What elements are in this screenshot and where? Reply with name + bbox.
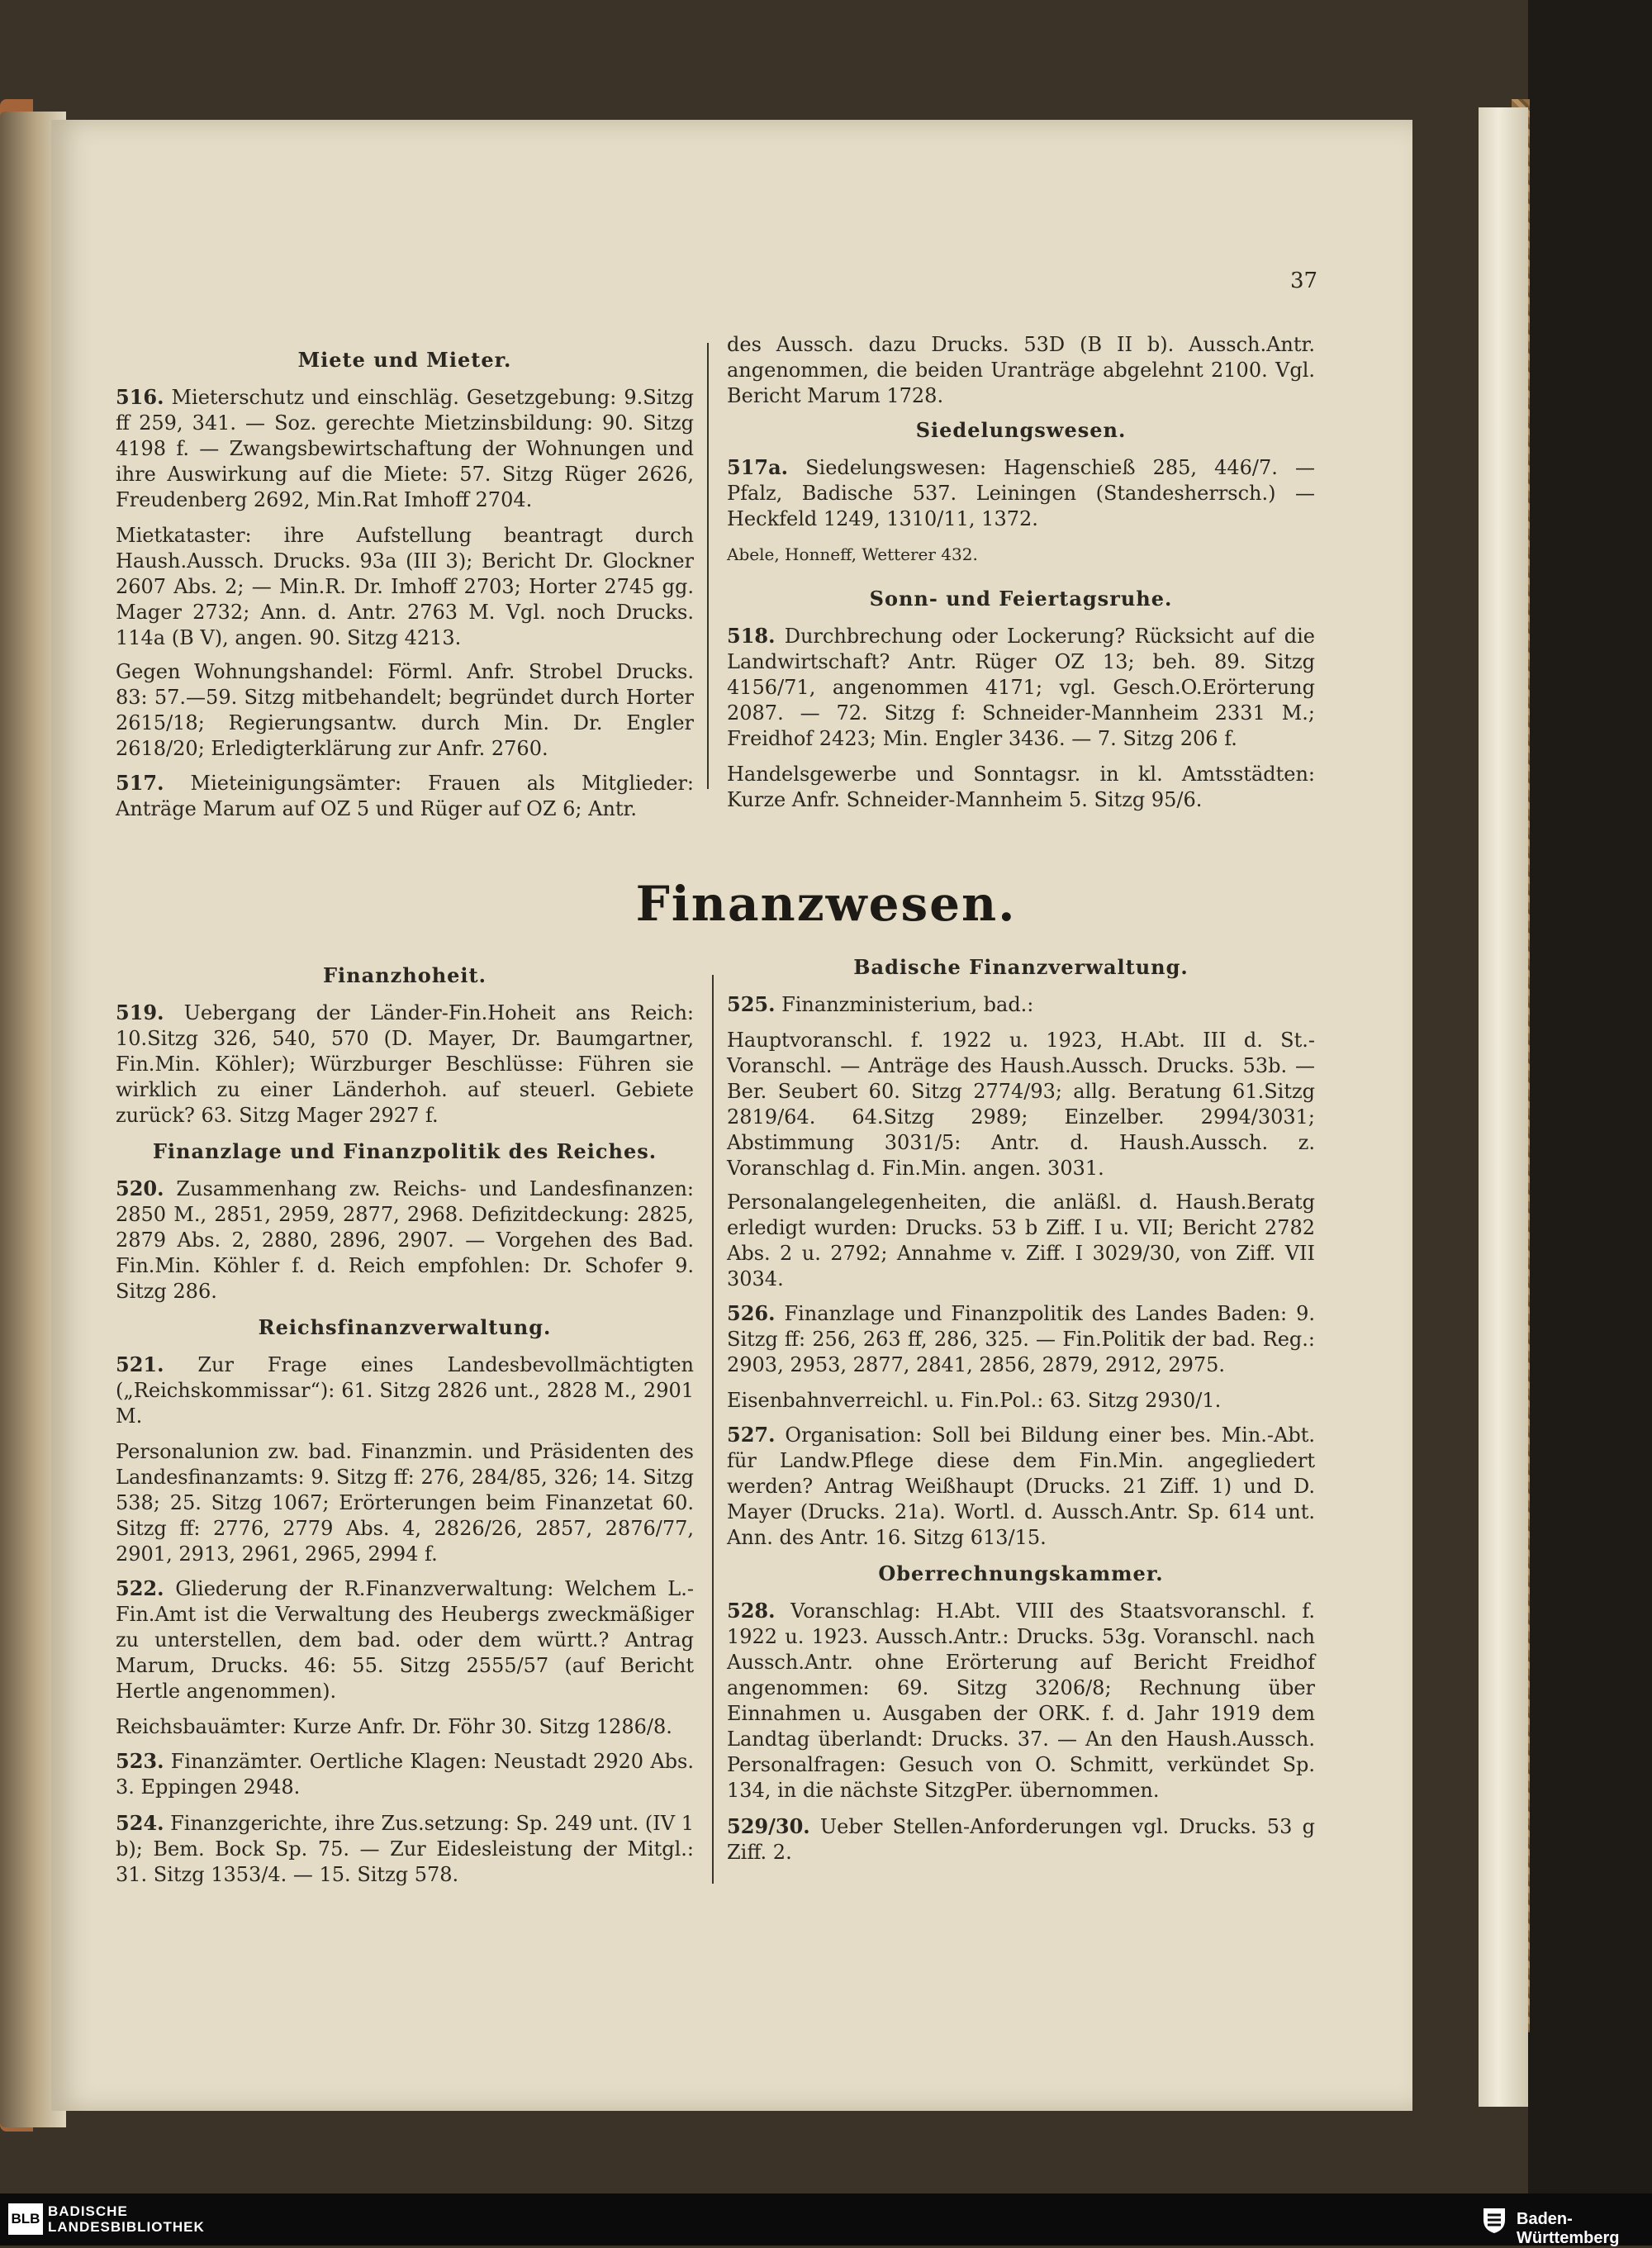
entry-text: Mieterschutz und einschläg. Gesetzgebung: 9.Sitzg ff 259, 341. — Soz. gerechte Mietzinsbildung: 90. Sitzg 4198 f. — Zwangsbewirtschaftung der Wohnungen und ihre Auswirkung auf die Miete: 57. Sitzg Rüger 2626, Freudenberg 2692, Min.Rat Imhoff 2704. xyxy=(116,386,694,511)
library-name xyxy=(48,2203,205,2235)
state-name[interactable]: Baden-Württemberg xyxy=(1517,2210,1620,2247)
entry-527 xyxy=(727,1422,1315,1551)
entry-525 xyxy=(727,991,1315,1018)
entry-text: Mieteinigungsämter: Frauen als Mitglieder: Anträge Marum auf OZ 5 und Rüger auf OZ 6; Antr. xyxy=(116,772,694,820)
column-top-right xyxy=(727,332,1315,821)
paragraph-wohnungshandel: Gegen Wohnungshandel: Förml. Anfr. Strobel Drucks. 83: 57.—59. Sitzg mitbehandelt; begründet durch Horter 2615/18; Regierungsantw. durch Min. Dr. Engler 2618/20; Erledigterklärung zur Anfr. 2760. xyxy=(116,660,694,760)
column-bottom-right xyxy=(727,954,1315,1875)
column-divider-bottom xyxy=(712,975,714,1884)
entry-text: Ueber Stellen-Anforderungen vgl. Drucks. 53 g Ziff. 2. xyxy=(727,1815,1315,1864)
paragraph-personalangelegenheiten: Personalangelegenheiten, die anläßl. d. Haush.Beratg erledigt wurden: Drucks. 53 b Ziff. I u. VII; Bericht 2782 Abs. 2 u. 2792; Annahme v. Ziff. I 3029/30, von Ziff. VII 3034. xyxy=(727,1191,1315,1290)
entry-520 xyxy=(116,1176,694,1305)
entry-text: Finanzämter. Oertliche Klagen: Neustadt 2920 Abs. 3. Eppingen 2948. xyxy=(116,1750,694,1799)
heading-badische-finanzverwaltung: Badische Finanzverwaltung. xyxy=(853,955,1189,979)
heading-finanzlage-reich: Finanzlage und Finanzpolitik des Reiches. xyxy=(152,1139,657,1163)
entry-number: 528. xyxy=(727,1599,776,1623)
entry-522 xyxy=(116,1576,694,1704)
paragraph-eisenbahn: Eisenbahnverreichl. u. Fin.Pol.: 63. Sitzg 2930/1. xyxy=(727,1389,1222,1412)
entry-516 xyxy=(116,384,694,513)
entry-text: Voranschlag: H.Abt. VIII des Staatsvoranschl. f. 1922 u. 1923. Aussch.Antr.: Drucks. 53g. Voranschl. nach Aussch.Antr. ohne Erörterung auf Bericht Freidhof angenommen: 69. Sitzg 3206/8; Rechnung über Einnahmen u. Ausgaben der ORK. f. d. Jahr 1919 dem Landtag überlandt: Drucks. 37. — An den Haush.Aussch. Personalfragen: Gesuch von O. Schmitt, verkündet Sp. 134, in die nächste SitzgPer. übernommen. xyxy=(727,1599,1315,1802)
column-top-left xyxy=(116,347,694,832)
page-number: 37 xyxy=(1290,269,1318,293)
entry-number: 517a. xyxy=(727,455,789,479)
entry-text: Finanzgerichte, ihre Zus.setzung: Sp. 249 unt. (IV 1 b); Bem. Bock Sp. 75. — Zur Eidesleistung der Mitgl.: 31. Sitzg 1353/4. — 15. Sitzg 578. xyxy=(116,1812,694,1886)
entry-523 xyxy=(116,1748,694,1800)
entry-number: 518. xyxy=(727,624,776,648)
paragraph-reichsbauaemter: Reichsbauämter: Kurze Anfr. Dr. Föhr 30. Sitzg 1286/8. xyxy=(116,1715,672,1738)
entry-number: 519. xyxy=(116,1000,164,1024)
entry-521 xyxy=(116,1352,694,1429)
entry-text: Finanzlage und Finanzpolitik des Landes Baden: 9. Sitzg ff: 256, 263 ff, 286, 325. — Fin.Politik der bad. Reg.: 2903, 2953, 2877, 2841, 2856, 2879, 2912, 2975. xyxy=(727,1302,1315,1376)
entry-text: Zusammenhang zw. Reichs- und Landesfinanzen: 2850 M., 2851, 2959, 2877, 2968. Defizitdeckung: 2825, 2879 Abs. 2, 2880, 2896, 2907. — Vorgehen des Bad. Fin.Min. Köhler f. d. Reich empfohlen: Dr. Schofer 9. Sitzg 286. xyxy=(116,1177,694,1303)
entry-529-30 xyxy=(727,1813,1315,1865)
entry-number: 529/30. xyxy=(727,1814,810,1838)
entry-number: 523. xyxy=(116,1749,164,1773)
entry-number: 527. xyxy=(727,1423,776,1447)
entry-528 xyxy=(727,1598,1315,1804)
entry-number: 520. xyxy=(116,1176,164,1200)
entry-text: Finanzministerium, bad.: xyxy=(781,993,1034,1016)
blb-logo[interactable]: BLB xyxy=(8,2203,43,2235)
column-divider-top xyxy=(707,343,709,789)
names-line: Abele, Honneff, Wetterer 432. xyxy=(727,544,978,564)
heading-oberrechnungskammer: Oberrechnungskammer. xyxy=(878,1561,1164,1585)
entry-text: Siedelungswesen: Hagenschieß 285, 446/7. — Pfalz, Badische 537. Leiningen (Standesherrsch.) — Heckfeld 1249, 1310/11, 1372. xyxy=(727,456,1315,530)
entry-number: 522. xyxy=(116,1576,164,1600)
entry-text: Zur Frage eines Landesbevollmächtigten („Reichskommissar“): 61. Sitzg 2826 unt., 2828 M., 2901 M. xyxy=(116,1353,694,1428)
scan-background xyxy=(1528,0,1652,2193)
heading-sonntagsruhe: Sonn- und Feiertagsruhe. xyxy=(869,587,1173,611)
entry-number: 516. xyxy=(116,385,164,409)
library-name-line1: BADISCHE xyxy=(48,2203,128,2219)
library-name-line2: LANDESBIBLIOTHEK xyxy=(48,2219,205,2235)
entry-text: Uebergang der Länder-Fin.Hoheit ans Reich: 10.Sitzg 326, 540, 570 (D. Mayer, Dr. Baumgartner, Fin.Min. Köhler); Würzburger Beschlüsse: Führen sie wirklich zu einer Länderhoh. auf steuerl. Gebiete zurück? 63. Sitzg Mager 2927 f. xyxy=(116,1001,694,1127)
entry-text: Durchbrechung oder Lockerung? Rücksicht auf die Landwirtschaft? Antr. Rüger OZ 13; beh. 89. Sitzg 4156/71, angenommen 4171; vgl. Gesch.O.Erörterung 2087. — 72. Sitzg f: Schneider-Mannheim 2331 M.; Freidhof 2423; Min. Engler 3436. — 7. Sitzg 206 f. xyxy=(727,625,1315,750)
entry-text: Gliederung der R.Finanzverwaltung: Welchem L.-Fin.Amt ist die Verwaltung des Heubergs zweckmäßiger zu unterstellen, dem bad. oder dem württ.? Antrag Marum, Drucks. 46: 55. Sitzg 2555/57 (auf Bericht Hertle angenommen). xyxy=(116,1577,694,1703)
entry-517 xyxy=(116,770,694,822)
entry-number: 526. xyxy=(727,1301,776,1325)
entry-519 xyxy=(116,1000,694,1129)
entry-517a xyxy=(727,454,1315,532)
entry-524 xyxy=(116,1810,694,1888)
entry-number: 517. xyxy=(116,771,164,795)
heading-miete: Miete und Mieter. xyxy=(297,348,512,372)
section-title: Finanzwesen. xyxy=(635,876,1017,932)
entry-number: 524. xyxy=(116,1811,164,1835)
paragraph-mietkataster: Mietkataster: ihre Aufstellung beantragt durch Haush.Aussch. Drucks. 93a (III 3); Bericht Dr. Glockner 2607 Abs. 2; — Min.R. Dr. Imhoff 2703; Horter 2745 gg. Mager 2732; Ann. d. Antr. 2763 M. Vgl. noch Drucks. 114a (B V), angen. 90. Sitzg 4213. xyxy=(116,524,694,649)
continuation-517: des Aussch. dazu Drucks. 53D (B II b). Aussch.Antr. angenommen, die beiden Uranträge abgelehnt 2100. Vgl. Bericht Marum 1728. xyxy=(727,333,1315,407)
column-bottom-left xyxy=(116,962,694,1898)
heading-finanzhoheit: Finanzhoheit. xyxy=(323,963,487,987)
entry-number: 521. xyxy=(116,1352,164,1376)
entry-526 xyxy=(727,1300,1315,1378)
heading-reichsfinanzverwaltung: Reichsfinanzverwaltung. xyxy=(258,1315,552,1339)
entry-text: Organisation: Soll bei Bildung einer bes. Min.-Abt. für Landw.Pflege diese dem Fin.Min. angegliedert werden? Antrag Weißhaupt (Drucks. 21 Ziff. 1) und D. Mayer (Drucks. 21a). Wortl. d. Aussch.Antr. Sp. 614 unt. Ann. des Antr. 16. Sitzg 613/15. xyxy=(727,1423,1315,1549)
entry-number: 525. xyxy=(727,992,776,1016)
book-page-edges xyxy=(1479,107,1528,2107)
heading-siedelungswesen: Siedelungswesen. xyxy=(915,418,1127,442)
paragraph-personalunion: Personalunion zw. bad. Finanzmin. und Präsidenten des Landesfinanzamts: 9. Sitzg ff: 276, 284/85, 326; 14. Sitzg 538; 25. Sitzg 1067; Erörterungen beim Finanzetat 60. Sitzg ff: 2776, 2779 Abs. 4, 2826/26, 2857, 2876/77, 2901, 2913, 2961, 2965, 2994 f. xyxy=(116,1440,694,1566)
footer-bar xyxy=(0,2193,1652,2246)
coat-of-arms-icon xyxy=(1479,2205,1510,2235)
entry-518 xyxy=(727,623,1315,752)
paragraph-handelsgewerbe: Handelsgewerbe und Sonntagsr. in kl. Amtsstädten: Kurze Anfr. Schneider-Mannheim 5. Sitzg 95/6. xyxy=(727,763,1315,811)
paragraph-hauptvoranschlag: Hauptvoranschl. f. 1922 u. 1923, H.Abt. III d. St.-Voranschl. — Anträge des Haush.Aussch. Drucks. 53b. — Ber. Seubert 60. Sitzg 2774/93; allg. Beratung 61.Sitzg 2819/64. 64.Sitzg 2989; Einzelber. 2994/3031; Abstimmung 3031/5: Antr. d. Haush.Aussch. z. Voranschlag d. Fin.Min. angen. 3031. xyxy=(727,1029,1315,1180)
